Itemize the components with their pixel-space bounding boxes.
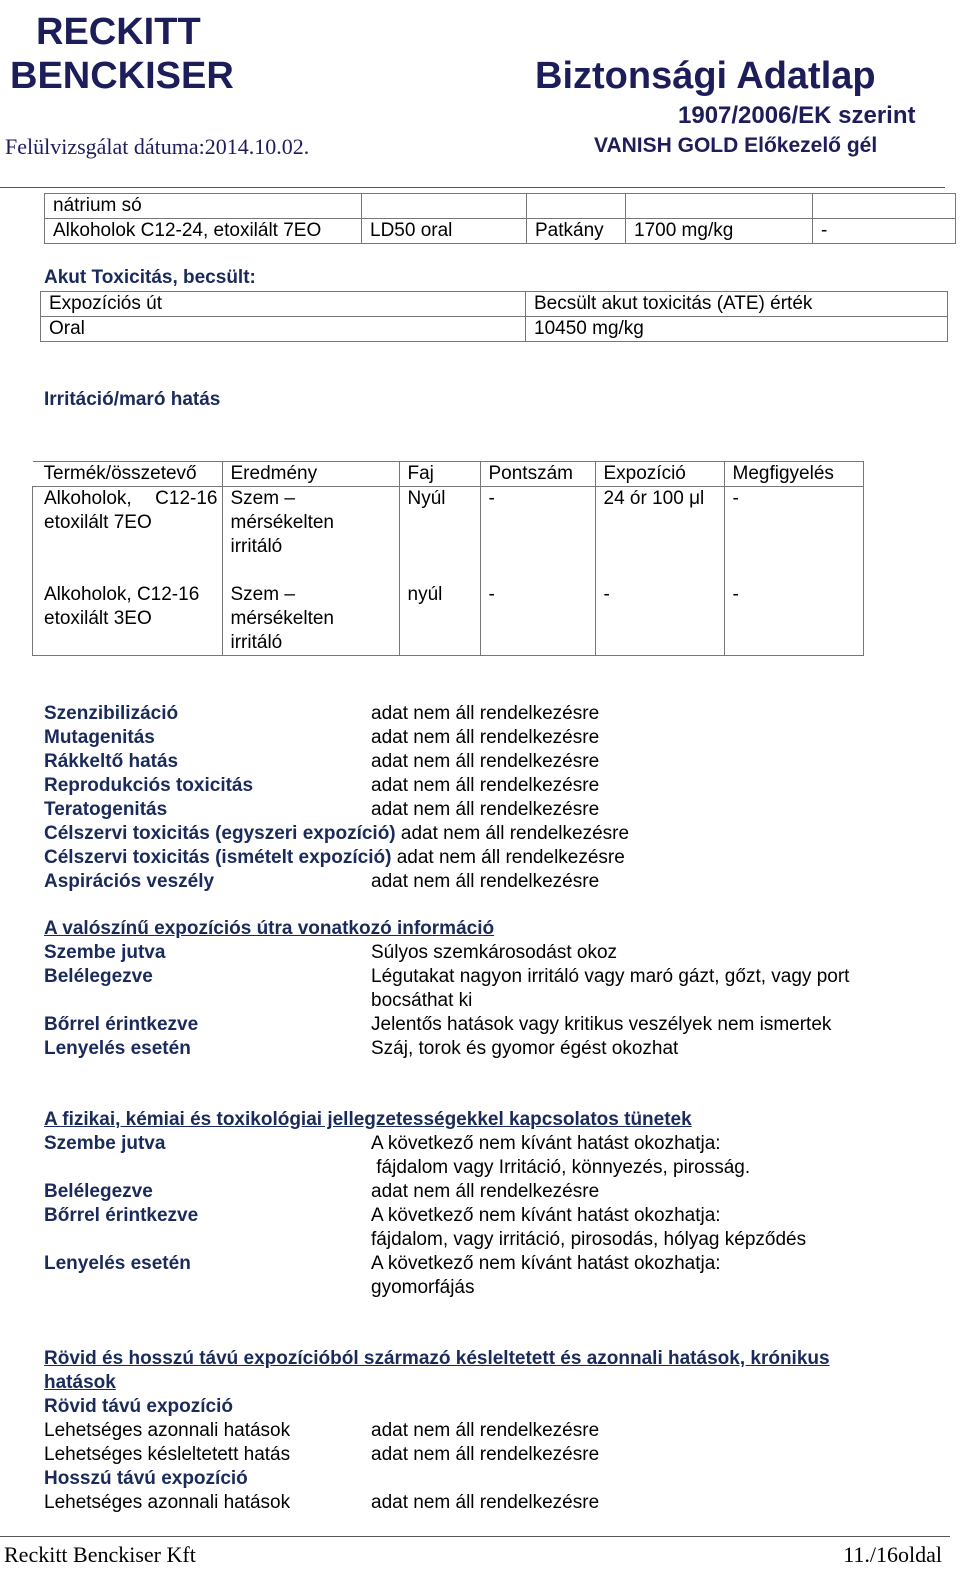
effect-line	[44, 822, 629, 846]
symptoms-title: A fizikai, kémiai és toxikológiai jellegzetességekkel kapcsolatos tünetek	[44, 1109, 692, 1130]
long-term-title: Hosszú távú expozíció	[44, 1468, 248, 1489]
symptom-label: Lenyelés esetén	[44, 1253, 191, 1274]
document-title: Biztonsági Adatlap	[535, 55, 876, 97]
effect-value: adat nem áll rendelkezésre	[396, 847, 625, 868]
table-header: Megfigyelés	[724, 462, 864, 487]
effect-value: adat nem áll rendelkezésre	[371, 703, 600, 724]
effect-label: Reprodukciós toxicitás	[44, 775, 254, 796]
table-row	[41, 317, 948, 342]
delayed-value: adat nem áll rendelkezésre	[371, 1492, 600, 1513]
table-cell	[527, 194, 626, 219]
table-row	[33, 583, 864, 656]
table-header: Pontszám	[480, 462, 595, 487]
effect-label: Aspirációs veszély	[44, 871, 215, 892]
table-header: Faj	[399, 462, 480, 487]
table-cell: Oral	[41, 317, 526, 342]
table-cell: 1700 mg/kg	[626, 219, 813, 244]
effect-value: adat nem áll rendelkezésre	[371, 751, 600, 772]
symptom-value-cont: gyomorfájás	[371, 1277, 475, 1298]
table-cell: Nyúl	[399, 487, 480, 584]
effect-value: adat nem áll rendelkezésre	[371, 727, 600, 748]
effect-label: Mutagenitás	[44, 727, 155, 748]
revision-date: Felülvizsgálat dátuma:2014.10.02.	[5, 134, 310, 159]
logo-line1: RECKITT	[36, 11, 201, 53]
route-value: Száj, torok és gyomor égést okozhat	[371, 1038, 679, 1059]
delayed-label: Lehetséges késleltetett hatás	[44, 1444, 291, 1465]
effect-label: Szenzibilizáció	[44, 703, 179, 724]
effect-label: Célszervi toxicitás (egyszeri expozíció)	[44, 823, 396, 844]
delayed-title-line1: Rövid és hosszú távú expozícióból származó késleltetett és azonnali hatások, krónikus	[44, 1348, 830, 1369]
table-cell	[362, 194, 527, 219]
table-cell: LD50 oral	[362, 219, 527, 244]
table-cell: -	[724, 487, 864, 584]
table-cell: Szem – mérsékelten irritáló	[222, 487, 399, 584]
delayed-title-line2: hatások	[44, 1372, 116, 1393]
table-header: Termék/összetevő	[33, 462, 223, 487]
delayed-label: Lehetséges azonnali hatások	[44, 1492, 291, 1513]
irritation-title: Irritáció/maró hatás	[44, 389, 221, 410]
route-label: Szembe jutva	[44, 942, 166, 963]
symptom-label: Bőrrel érintkezve	[44, 1205, 199, 1226]
table-cell: Alkoholok, C12-16 etoxilált 3EO	[33, 583, 223, 656]
route-label: Bőrrel érintkezve	[44, 1014, 199, 1035]
route-label: Belélegezve	[44, 966, 153, 987]
effect-label: Célszervi toxicitás (ismételt expozíció)	[44, 847, 392, 868]
delayed-value: adat nem áll rendelkezésre	[371, 1444, 600, 1465]
table-row	[45, 194, 956, 219]
short-term-title: Rövid távú expozíció	[44, 1396, 233, 1417]
footer-company: Reckitt Benckiser Kft	[4, 1542, 196, 1567]
table-header: Becsült akut toxicitás (ATE) érték	[526, 292, 948, 317]
ate-table	[40, 291, 948, 342]
table-cell: -	[480, 487, 595, 584]
symptom-value: A következő nem kívánt hatást okozhatja:	[371, 1205, 721, 1226]
table-cell: nyúl	[399, 583, 480, 656]
symptom-value: adat nem áll rendelkezésre	[371, 1181, 600, 1202]
symptom-value: A következő nem kívánt hatást okozhatja:	[371, 1133, 721, 1154]
table-cell: 10450 mg/kg	[526, 317, 948, 342]
table-row	[33, 462, 864, 487]
route-label: Lenyelés esetén	[44, 1038, 191, 1059]
product-name: VANISH GOLD Előkezelő gél	[594, 134, 878, 157]
table-row	[33, 487, 864, 584]
route-value: Súlyos szemkárosodást okoz	[371, 942, 618, 963]
effect-label: Teratogenitás	[44, 799, 168, 820]
symptom-value: A következő nem kívánt hatást okozhatja:	[371, 1253, 721, 1274]
footer-divider	[0, 1536, 950, 1537]
table-cell	[626, 194, 813, 219]
table-header: Eredmény	[222, 462, 399, 487]
delayed-value: adat nem áll rendelkezésre	[371, 1420, 600, 1441]
table-cell: Alkoholok, C12-16 etoxilált 7EO	[33, 487, 223, 584]
table-cell: -	[480, 583, 595, 656]
table-cell: -	[813, 219, 956, 244]
effect-value: adat nem áll rendelkezésre	[371, 775, 600, 796]
route-value: Jelentős hatások vagy kritikus veszélyek nem ismertek	[371, 1014, 832, 1035]
header-divider	[0, 187, 945, 188]
symptom-value-cont: fájdalom, vagy irritáció, pirosodás, hólyag képződés	[371, 1229, 807, 1250]
symptom-label: Belélegezve	[44, 1181, 153, 1202]
table-cell: Alkoholok C12-24, etoxilált 7EO	[45, 219, 362, 244]
route-value: Légutakat nagyon irritáló vagy maró gázt, gőzt, vagy port	[371, 966, 850, 987]
table-row	[45, 219, 956, 244]
effect-value: adat nem áll rendelkezésre	[371, 799, 600, 820]
irritation-table	[32, 461, 864, 656]
effect-label: Rákkeltő hatás	[44, 751, 179, 772]
route-value-cont: bocsáthat ki	[371, 990, 473, 1011]
table-header: Expozíciós út	[41, 292, 526, 317]
routes-title: A valószínű expozíciós útra vonatkozó információ	[44, 918, 495, 939]
table-cell: nátrium só	[45, 194, 362, 219]
effect-value: adat nem áll rendelkezésre	[371, 871, 600, 892]
table-cell: Patkány	[527, 219, 626, 244]
effect-value: adat nem áll rendelkezésre	[400, 823, 630, 844]
table-cell: -	[595, 583, 724, 656]
ate-title: Akut Toxicitás, becsült:	[44, 267, 256, 288]
table-row	[41, 292, 948, 317]
effect-line	[44, 846, 625, 870]
table-header: Expozíció	[595, 462, 724, 487]
symptom-label: Szembe jutva	[44, 1133, 166, 1154]
page-number: 11./16oldal	[843, 1542, 942, 1567]
company-logo	[6, 4, 238, 96]
delayed-label: Lehetséges azonnali hatások	[44, 1420, 291, 1441]
table-cell: Szem – mérsékelten irritáló	[222, 583, 399, 656]
logo-line2: BENCKISER	[10, 55, 234, 96]
table-cell: -	[724, 583, 864, 656]
regulation-line: 1907/2006/EK szerint	[678, 102, 916, 129]
table-cell: 24 ór 100 μl	[595, 487, 724, 584]
acute-tox-table	[44, 193, 956, 244]
table-cell	[813, 194, 956, 219]
symptom-value-cont: fájdalom vagy Irritáció, könnyezés, pirosság.	[371, 1157, 751, 1178]
